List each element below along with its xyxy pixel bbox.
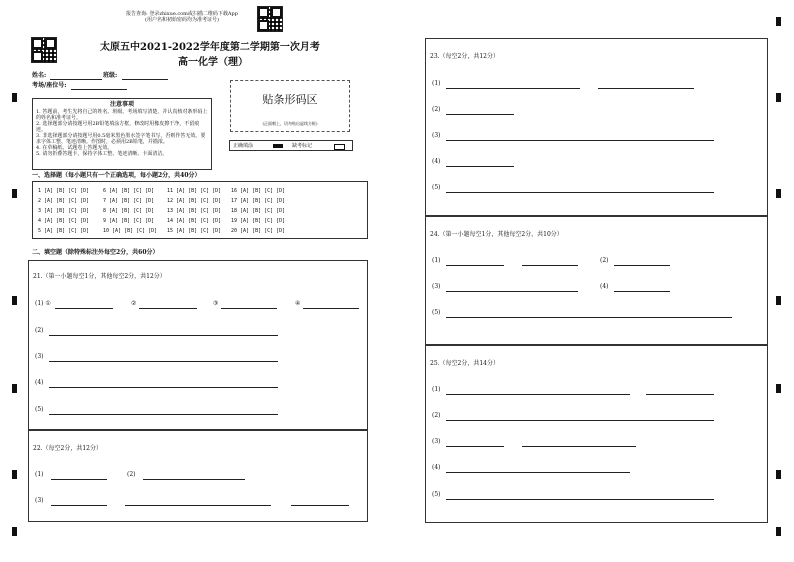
registration-mark <box>776 470 781 479</box>
q22-answer-blank[interactable] <box>291 505 349 506</box>
q21-label: (1) ① <box>35 300 51 307</box>
fill-legend <box>229 140 353 151</box>
registration-mark <box>12 296 17 305</box>
q25-title: 25.（每空2分，共14分） <box>430 360 499 367</box>
q21-label: ③ <box>213 300 219 307</box>
choice-row[interactable]: 11 [A] [B] [C] [D] <box>167 188 222 194</box>
q25-label: (1) <box>432 386 441 393</box>
notes-box <box>32 98 212 170</box>
choice-column-3 <box>167 186 221 236</box>
registration-mark <box>776 189 781 198</box>
q23-label: (2) <box>432 106 441 113</box>
choice-row[interactable]: 17 [A] [B] [C] [D] <box>231 198 286 204</box>
q24-label: (2) <box>600 257 609 264</box>
q23-answer-blank[interactable] <box>446 88 580 89</box>
report-notice <box>112 11 252 23</box>
q24-answer-blank[interactable] <box>614 291 670 292</box>
registration-mark <box>12 189 17 198</box>
q22-answer-blank[interactable] <box>143 479 245 480</box>
q23-label: (5) <box>432 184 441 191</box>
q21-answer-blank[interactable] <box>49 335 278 336</box>
notes-item: 5. 请勿折叠答题卡，保持字体工整、笔迹清晰、卡面清洁。 <box>36 151 168 157</box>
report-qr-code <box>257 6 283 32</box>
q25-panel <box>425 345 768 523</box>
notes-item: 1. 答题前，考生先将自己的姓名、班级、考场填写清楚，并认真核对条形码上的姓名和准考证号。 <box>36 109 208 121</box>
q25-label: (4) <box>432 464 441 471</box>
choice-row[interactable]: 10 [A] [B] [C] [D] <box>103 228 158 234</box>
q23-answer-blank[interactable] <box>446 114 514 115</box>
name-label: 姓名: <box>32 72 47 79</box>
q23-answer-blank[interactable] <box>446 166 514 167</box>
q21-answer-blank[interactable] <box>55 308 113 309</box>
barcode-note: (正面朝上，切勿贴出虚线方框) <box>262 121 318 126</box>
q25-answer-blank[interactable] <box>446 420 714 421</box>
q23-label: (3) <box>432 132 441 139</box>
choice-row[interactable]: 13 [A] [B] [C] [D] <box>167 208 222 214</box>
choice-row[interactable]: 20 [A] [B] [C] [D] <box>231 228 286 234</box>
q24-answer-blank[interactable] <box>522 265 578 266</box>
choice-row[interactable]: 14 [A] [B] [C] [D] <box>167 218 222 224</box>
choice-row[interactable]: 18 [A] [B] [C] [D] <box>231 208 286 214</box>
q22-panel <box>28 430 368 522</box>
exam-subtitle: 高一化学（理） <box>178 57 248 68</box>
q24-answer-blank[interactable] <box>446 291 578 292</box>
q22-label: (3) <box>35 497 44 504</box>
q23-label: (4) <box>432 158 441 165</box>
q24-answer-blank[interactable] <box>446 317 732 318</box>
choice-answer-grid <box>32 181 368 239</box>
q25-answer-blank[interactable] <box>522 446 636 447</box>
q24-label: (5) <box>432 309 441 316</box>
choice-row[interactable]: 19 [A] [B] [C] [D] <box>231 218 286 224</box>
q22-answer-blank[interactable] <box>51 505 107 506</box>
registration-mark <box>12 470 17 479</box>
q22-answer-blank[interactable] <box>51 479 107 480</box>
q24-answer-blank[interactable] <box>614 265 670 266</box>
registration-mark <box>12 384 17 393</box>
choice-row[interactable]: 3 [A] [B] [C] [D] <box>38 208 90 214</box>
q21-label: (3) <box>35 353 44 360</box>
notes-title: 注意事项 <box>109 101 134 108</box>
q25-answer-blank[interactable] <box>446 499 714 500</box>
q23-panel <box>425 38 768 216</box>
q21-label: (5) <box>35 406 44 413</box>
choice-row[interactable]: 1 [A] [B] [C] [D] <box>38 188 90 194</box>
q23-answer-blank[interactable] <box>446 192 714 193</box>
q22-label: (1) <box>35 471 44 478</box>
q22-title: 22.（每空2分，共12分） <box>33 445 102 452</box>
choice-row[interactable]: 16 [A] [B] [C] [D] <box>231 188 286 194</box>
section1-title: 一、选择题（每小题只有一个正确选项，每小题2分，共40分） <box>32 172 201 179</box>
q25-answer-blank[interactable] <box>446 446 504 447</box>
choice-row[interactable]: 12 [A] [B] [C] [D] <box>167 198 222 204</box>
registration-mark <box>12 93 17 102</box>
q21-answer-blank[interactable] <box>303 308 359 309</box>
q24-answer-blank[interactable] <box>446 265 504 266</box>
q21-answer-blank[interactable] <box>49 387 278 388</box>
q25-answer-blank[interactable] <box>446 394 630 395</box>
exam-seat-field[interactable] <box>71 89 127 90</box>
choice-row[interactable]: 15 [A] [B] [C] [D] <box>167 228 222 234</box>
q24-title: 24.（第一小题每空1分，其他每空2分，共10分） <box>430 231 563 238</box>
notes-item: 4. 在草稿纸、试题卷上答题无效。 <box>36 145 113 151</box>
choice-row[interactable]: 9 [A] [B] [C] [D] <box>103 218 155 224</box>
correct-fill-sample <box>273 144 283 148</box>
q22-answer-blank[interactable] <box>125 505 271 506</box>
q22-label: (2) <box>127 471 136 478</box>
q21-answer-blank[interactable] <box>49 361 278 362</box>
q21-answer-blank[interactable] <box>139 308 197 309</box>
q21-label: (2) <box>35 327 44 334</box>
correct-fill-label: 正确填涂 <box>233 143 254 149</box>
q21-label: ② <box>131 300 137 307</box>
q24-label: (4) <box>600 283 609 290</box>
class-label: 班级: <box>103 72 118 79</box>
q24-panel <box>425 216 768 345</box>
notes-item: 2. 选择题部分请按题号用2B铅笔填涂方框，修改时用橡皮擦干净，不留痕迹。 <box>36 121 200 133</box>
choice-column-2 <box>103 186 157 236</box>
registration-mark <box>776 527 781 536</box>
q25-label: (3) <box>432 438 441 445</box>
q23-answer-blank[interactable] <box>446 140 714 141</box>
report-notice-line1: 报告查询: 登录zhixue.com或扫描二维码下载App <box>126 11 238 17</box>
q24-label: (3) <box>432 283 441 290</box>
exam-title: 太原五中2021-2022学年度第二学期第一次月考 <box>100 42 320 53</box>
report-notice-line2: (用户名和初始密码均为准考证号) <box>145 17 219 23</box>
missing-mark-label: 缺考标记 <box>292 143 313 149</box>
choice-row[interactable]: 4 [A] [B] [C] [D] <box>38 218 90 224</box>
registration-mark <box>776 296 781 305</box>
notes-item: 3. 非选择题部分请按题号用0.5毫米黑色墨水签字笔书写，否则作答无效。要求字体工整、笔迹清晰。作图时，必须用2B铅笔，并描浓。 <box>36 133 206 145</box>
exam-seat-label: 考场/座位号: <box>32 82 67 89</box>
q21-panel <box>28 260 368 430</box>
q25-label: (5) <box>432 491 441 498</box>
registration-mark <box>776 384 781 393</box>
q21-title: 21.（第一小题每空1分，其他每空2分，共12分） <box>33 273 166 280</box>
choice-row[interactable]: 8 [A] [B] [C] [D] <box>103 208 155 214</box>
choice-row[interactable]: 2 [A] [B] [C] [D] <box>38 198 90 204</box>
missing-mark-box[interactable] <box>334 144 345 150</box>
choice-row[interactable]: 7 [A] [B] [C] [D] <box>103 198 155 204</box>
q24-label: (1) <box>432 257 441 264</box>
q23-label: (1) <box>432 80 441 87</box>
q21-label: ④ <box>295 300 301 307</box>
class-field[interactable] <box>122 79 168 80</box>
name-field[interactable] <box>50 79 102 80</box>
barcode-area <box>230 80 350 132</box>
student-qr-code <box>31 37 57 63</box>
choice-column-4 <box>231 186 285 236</box>
registration-mark <box>12 527 17 536</box>
q23-title: 23.（每空2分，共12分） <box>430 53 499 60</box>
q21-answer-blank[interactable] <box>49 414 278 415</box>
choice-row[interactable]: 6 [A] [B] [C] [D] <box>103 188 155 194</box>
q25-label: (2) <box>432 412 441 419</box>
choice-column-1 <box>38 186 89 236</box>
q23-answer-blank[interactable] <box>598 88 694 89</box>
q21-label: (4) <box>35 379 44 386</box>
q25-answer-blank[interactable] <box>446 472 630 473</box>
registration-mark <box>776 17 781 26</box>
barcode-title: 贴条形码区 <box>262 93 318 106</box>
q21-answer-blank[interactable] <box>221 308 277 309</box>
choice-row[interactable]: 5 [A] [B] [C] [D] <box>38 228 90 234</box>
section2-title: 二、填空题（除特殊标注外每空2分，共60分） <box>32 249 159 256</box>
registration-mark <box>776 93 781 102</box>
q25-answer-blank[interactable] <box>646 394 714 395</box>
